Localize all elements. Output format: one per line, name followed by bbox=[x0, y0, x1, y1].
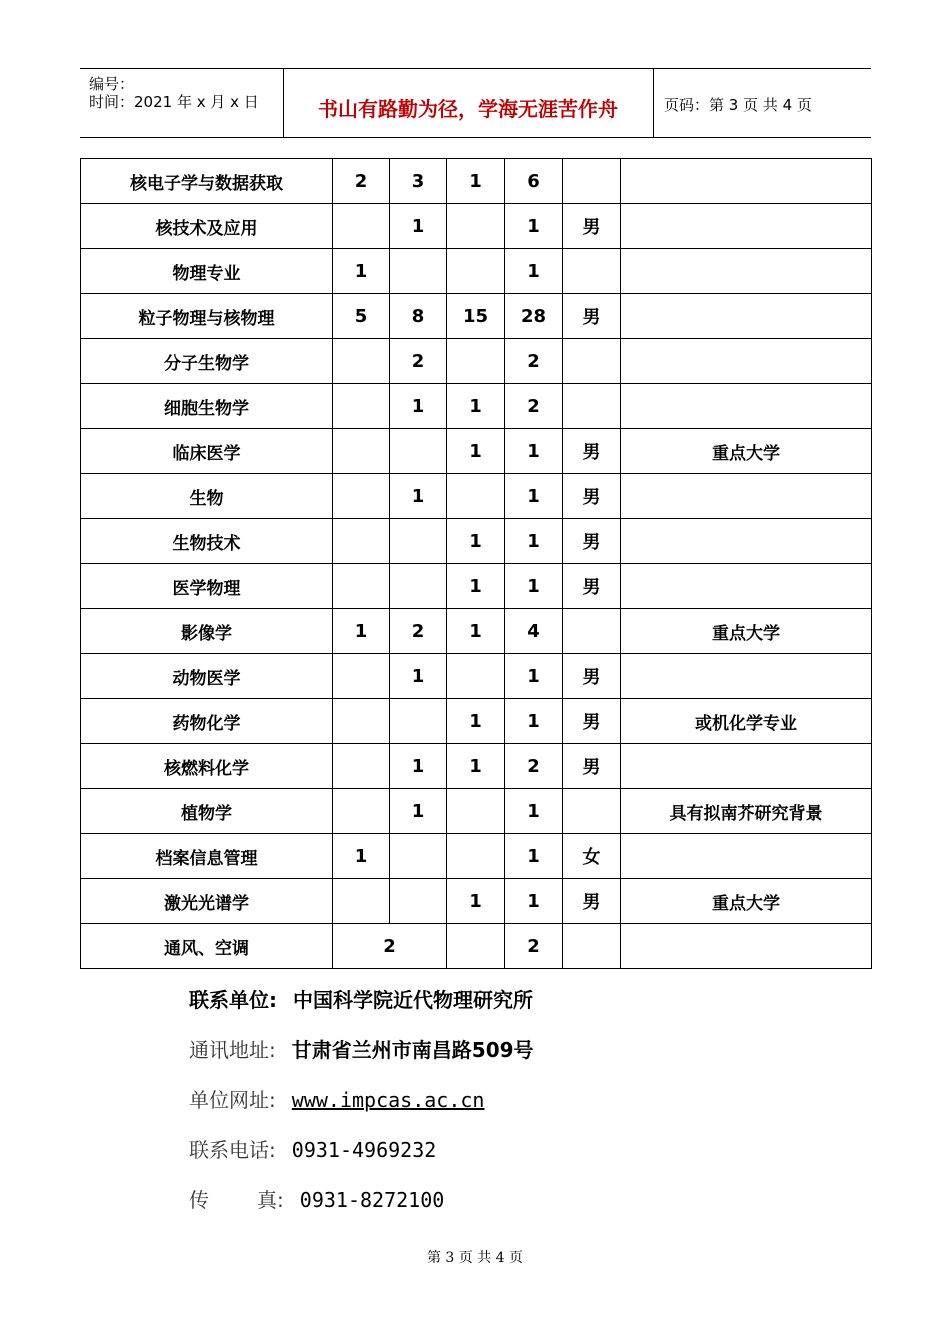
note-cell bbox=[621, 294, 872, 339]
total-cell: 28 bbox=[505, 294, 563, 339]
major-name-cell: 植物学 bbox=[81, 789, 333, 834]
major-name-cell: 核电子学与数据获取 bbox=[81, 159, 333, 204]
count-cell-3: 1 bbox=[447, 609, 505, 654]
note-cell bbox=[621, 519, 872, 564]
count-cell-1: 5 bbox=[333, 294, 390, 339]
total-cell: 1 bbox=[505, 654, 563, 699]
count-cell-3: 1 bbox=[447, 429, 505, 474]
count-cell-2 bbox=[390, 834, 447, 879]
gender-cell bbox=[563, 924, 621, 969]
table-row bbox=[81, 879, 872, 924]
count-cell-3: 1 bbox=[447, 744, 505, 789]
note-cell: 重点大学 bbox=[621, 879, 872, 924]
total-cell: 1 bbox=[505, 474, 563, 519]
count-cell-2 bbox=[390, 249, 447, 294]
count-cell-2: 2 bbox=[390, 339, 447, 384]
major-name-cell: 激光光谱学 bbox=[81, 879, 333, 924]
count-cell-1 bbox=[333, 744, 390, 789]
count-cell-1 bbox=[333, 384, 390, 429]
note-cell bbox=[621, 474, 872, 519]
count-cell-2: 1 bbox=[390, 384, 447, 429]
contact-website-link[interactable]: www.impcas.ac.cn bbox=[291, 1088, 485, 1112]
contact-unit-line bbox=[189, 984, 533, 1013]
count-cell-1 bbox=[333, 699, 390, 744]
contact-phone-label: 联系电话: bbox=[189, 1138, 276, 1162]
total-cell: 1 bbox=[505, 699, 563, 744]
count-cell-3 bbox=[447, 924, 505, 969]
count-cell-1 bbox=[333, 474, 390, 519]
table-row bbox=[81, 609, 872, 654]
count-cell-2: 8 bbox=[390, 294, 447, 339]
header-number-label: 编号： bbox=[89, 75, 135, 93]
note-cell bbox=[621, 384, 872, 429]
count-cell-3: 1 bbox=[447, 699, 505, 744]
count-cell-1: 2 bbox=[333, 159, 390, 204]
table-row bbox=[81, 834, 872, 879]
page-footer: 第 3 页 共 4 页 bbox=[426, 1250, 524, 1266]
count-cell-2: 1 bbox=[390, 744, 447, 789]
total-cell: 1 bbox=[505, 519, 563, 564]
count-cell-1 bbox=[333, 654, 390, 699]
total-cell: 4 bbox=[505, 609, 563, 654]
table-row bbox=[81, 339, 872, 384]
contact-phone-line bbox=[189, 1134, 436, 1163]
header-motto: 书山有路勤为径，学海无涯苦作舟 bbox=[318, 97, 618, 121]
gender-cell: 男 bbox=[563, 654, 621, 699]
table-row bbox=[81, 564, 872, 609]
contact-unit-label: 联系单位: bbox=[189, 988, 277, 1012]
table-row bbox=[81, 519, 872, 564]
contact-unit-value: 中国科学院近代物理研究所 bbox=[293, 988, 534, 1012]
count-cell-3 bbox=[447, 204, 505, 249]
note-cell bbox=[621, 654, 872, 699]
total-cell: 1 bbox=[505, 204, 563, 249]
count-cell-2 bbox=[390, 429, 447, 474]
total-cell: 1 bbox=[505, 564, 563, 609]
table-row bbox=[81, 789, 872, 834]
note-cell bbox=[621, 339, 872, 384]
gender-cell: 男 bbox=[563, 294, 621, 339]
count-cell-1 bbox=[333, 429, 390, 474]
header-time-label: 时间：2021 年 x 月 x 日 bbox=[89, 93, 259, 111]
table-row bbox=[81, 474, 872, 519]
page-header bbox=[80, 68, 871, 138]
table-row bbox=[81, 159, 872, 204]
recruitment-table bbox=[80, 158, 872, 969]
total-cell: 2 bbox=[505, 339, 563, 384]
table-row bbox=[81, 699, 872, 744]
table-row bbox=[81, 384, 872, 429]
gender-cell: 男 bbox=[563, 879, 621, 924]
count-cell-2: 1 bbox=[390, 474, 447, 519]
table-row bbox=[81, 429, 872, 474]
table-row bbox=[81, 924, 872, 969]
table-row bbox=[81, 744, 872, 789]
contact-address-value: 甘肃省兰州市南昌路509号 bbox=[291, 1038, 534, 1062]
count-cell-3: 1 bbox=[447, 564, 505, 609]
total-cell: 1 bbox=[505, 429, 563, 474]
major-name-cell: 临床医学 bbox=[81, 429, 333, 474]
gender-cell: 男 bbox=[563, 204, 621, 249]
merged-count-cell: 2 bbox=[333, 924, 447, 969]
gender-cell: 男 bbox=[563, 429, 621, 474]
note-cell: 重点大学 bbox=[621, 609, 872, 654]
total-cell: 1 bbox=[505, 789, 563, 834]
major-name-cell: 通风、空调 bbox=[81, 924, 333, 969]
major-name-cell: 生物技术 bbox=[81, 519, 333, 564]
note-cell bbox=[621, 204, 872, 249]
total-cell: 1 bbox=[505, 834, 563, 879]
major-name-cell: 动物医学 bbox=[81, 654, 333, 699]
gender-cell: 男 bbox=[563, 564, 621, 609]
table-row bbox=[81, 654, 872, 699]
contact-website-line bbox=[189, 1084, 484, 1113]
count-cell-3: 1 bbox=[447, 159, 505, 204]
total-cell: 2 bbox=[505, 744, 563, 789]
count-cell-2: 1 bbox=[390, 654, 447, 699]
gender-cell: 男 bbox=[563, 519, 621, 564]
major-name-cell: 核燃料化学 bbox=[81, 744, 333, 789]
major-name-cell: 档案信息管理 bbox=[81, 834, 333, 879]
count-cell-1 bbox=[333, 564, 390, 609]
contact-fax-label-b: 真: bbox=[257, 1188, 284, 1212]
note-cell bbox=[621, 159, 872, 204]
gender-cell bbox=[563, 339, 621, 384]
count-cell-1 bbox=[333, 204, 390, 249]
gender-cell bbox=[563, 159, 621, 204]
count-cell-1: 1 bbox=[333, 609, 390, 654]
count-cell-2 bbox=[390, 699, 447, 744]
total-cell: 2 bbox=[505, 384, 563, 429]
count-cell-1: 1 bbox=[333, 249, 390, 294]
count-cell-1 bbox=[333, 519, 390, 564]
count-cell-2: 3 bbox=[390, 159, 447, 204]
count-cell-1 bbox=[333, 339, 390, 384]
major-name-cell: 粒子物理与核物理 bbox=[81, 294, 333, 339]
table-row bbox=[81, 294, 872, 339]
note-cell: 重点大学 bbox=[621, 429, 872, 474]
table-body bbox=[81, 159, 872, 969]
count-cell-3 bbox=[447, 474, 505, 519]
major-name-cell: 影像学 bbox=[81, 609, 333, 654]
count-cell-1 bbox=[333, 789, 390, 834]
count-cell-2: 1 bbox=[390, 789, 447, 834]
major-name-cell: 生物 bbox=[81, 474, 333, 519]
note-cell: 具有拟南芥研究背景 bbox=[621, 789, 872, 834]
note-cell: 或机化学专业 bbox=[621, 699, 872, 744]
count-cell-2 bbox=[390, 564, 447, 609]
gender-cell bbox=[563, 249, 621, 294]
count-cell-3 bbox=[447, 249, 505, 294]
contact-address-label: 通讯地址: bbox=[189, 1038, 276, 1062]
gender-cell bbox=[563, 384, 621, 429]
gender-cell bbox=[563, 609, 621, 654]
total-cell: 2 bbox=[505, 924, 563, 969]
count-cell-2 bbox=[390, 519, 447, 564]
major-name-cell: 细胞生物学 bbox=[81, 384, 333, 429]
count-cell-3 bbox=[447, 789, 505, 834]
major-name-cell: 物理专业 bbox=[81, 249, 333, 294]
note-cell bbox=[621, 834, 872, 879]
count-cell-3: 1 bbox=[447, 879, 505, 924]
note-cell bbox=[621, 744, 872, 789]
gender-cell: 男 bbox=[563, 474, 621, 519]
contact-fax-label-a: 传 bbox=[189, 1188, 209, 1212]
gender-cell: 男 bbox=[563, 744, 621, 789]
major-name-cell: 核技术及应用 bbox=[81, 204, 333, 249]
count-cell-2: 2 bbox=[390, 609, 447, 654]
contact-fax-value: 0931-8272100 bbox=[299, 1188, 445, 1212]
total-cell: 6 bbox=[505, 159, 563, 204]
header-page-label: 页码：第 3 页 共 4 页 bbox=[664, 96, 812, 114]
count-cell-3: 15 bbox=[447, 294, 505, 339]
count-cell-3 bbox=[447, 834, 505, 879]
major-name-cell: 医学物理 bbox=[81, 564, 333, 609]
count-cell-2 bbox=[390, 879, 447, 924]
count-cell-3: 1 bbox=[447, 384, 505, 429]
major-name-cell: 药物化学 bbox=[81, 699, 333, 744]
table-row bbox=[81, 249, 872, 294]
gender-cell: 女 bbox=[563, 834, 621, 879]
table-row bbox=[81, 204, 872, 249]
total-cell: 1 bbox=[505, 249, 563, 294]
note-cell bbox=[621, 564, 872, 609]
contact-fax-line bbox=[189, 1184, 444, 1213]
note-cell bbox=[621, 924, 872, 969]
count-cell-3 bbox=[447, 654, 505, 699]
major-name-cell: 分子生物学 bbox=[81, 339, 333, 384]
contact-website-label: 单位网址: bbox=[189, 1088, 276, 1112]
count-cell-3 bbox=[447, 339, 505, 384]
count-cell-2: 1 bbox=[390, 204, 447, 249]
note-cell bbox=[621, 249, 872, 294]
header-divider bbox=[653, 69, 654, 137]
contact-phone-value: 0931-4969232 bbox=[291, 1138, 437, 1162]
total-cell: 1 bbox=[505, 879, 563, 924]
count-cell-1: 1 bbox=[333, 834, 390, 879]
count-cell-1 bbox=[333, 879, 390, 924]
contact-address-line bbox=[189, 1034, 534, 1063]
gender-cell bbox=[563, 789, 621, 834]
count-cell-3: 1 bbox=[447, 519, 505, 564]
gender-cell: 男 bbox=[563, 699, 621, 744]
